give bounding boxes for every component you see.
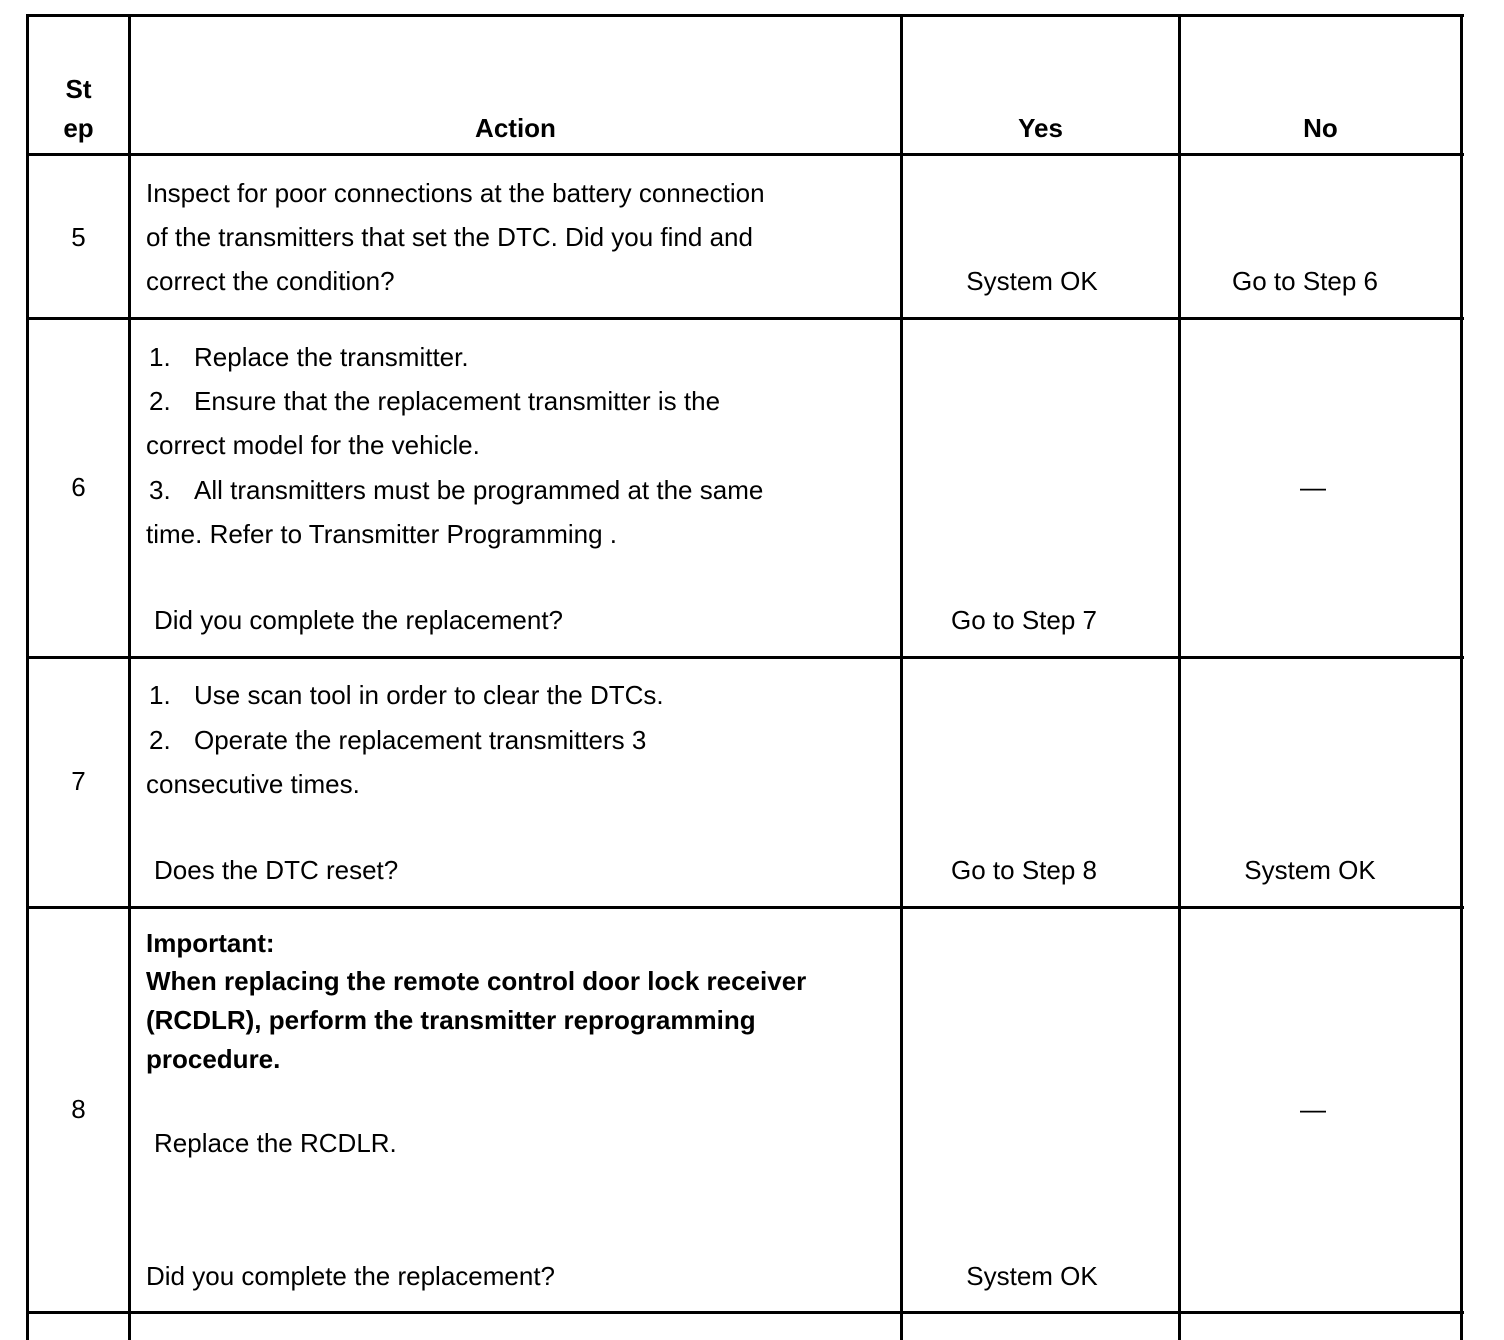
action-text-line: Inspect for poor connections at the battery connection: [146, 178, 765, 208]
column-divider: [900, 14, 903, 1340]
column-divider: [128, 14, 131, 1340]
table-border-left: [26, 14, 29, 1340]
list-item-number: 3.: [149, 475, 171, 505]
question-text: Did you complete the replacement?: [146, 1261, 556, 1291]
important-note-line: When replacing the remote control door lock receiver: [146, 966, 807, 996]
list-item-text: Replace the transmitter.: [194, 342, 469, 372]
list-item-text: All transmitters must be programmed at the same: [194, 475, 764, 505]
yes-result: System OK: [966, 1261, 1098, 1291]
important-label: Important:: [146, 928, 275, 958]
question-text: Does the DTC reset?: [154, 855, 399, 885]
step-number: 6: [71, 472, 86, 502]
list-item-text: Operate the replacement transmitters 3: [194, 725, 647, 755]
header-yes: Yes: [1018, 113, 1063, 143]
no-result: —: [1300, 472, 1326, 502]
header-divider: [26, 153, 1464, 156]
list-item-number: 2.: [149, 725, 171, 755]
list-item-text: Use scan tool in order to clear the DTCs.: [194, 680, 664, 710]
header-step-line1: St: [65, 74, 92, 104]
row-divider: [26, 906, 1464, 909]
list-item-continuation: time. Refer to Transmitter Programming .: [146, 519, 618, 549]
step-number: 8: [71, 1094, 86, 1124]
row-divider: [26, 317, 1464, 320]
list-item-number: 1.: [149, 342, 171, 372]
no-result: Go to Step 6: [1232, 266, 1378, 296]
header-no: No: [1303, 113, 1338, 143]
important-note-line: procedure.: [146, 1044, 281, 1074]
list-item-number: 2.: [149, 386, 171, 416]
instruction-text: Replace the RCDLR.: [154, 1128, 397, 1158]
step-number: 5: [71, 222, 86, 252]
column-divider: [1178, 14, 1181, 1340]
header-action: Action: [475, 113, 556, 143]
no-result: System OK: [1244, 855, 1376, 885]
list-item-text: Ensure that the replacement transmitter is the: [194, 386, 721, 416]
no-result: —: [1300, 1094, 1326, 1124]
list-item-continuation: correct model for the vehicle.: [146, 430, 480, 460]
important-note-line: (RCDLR), perform the transmitter reprogramming: [146, 1005, 756, 1035]
action-text-line: of the transmitters that set the DTC. Did you find and: [146, 222, 753, 252]
list-item-continuation: consecutive times.: [146, 769, 360, 799]
step-number: 7: [71, 766, 86, 796]
yes-result: Go to Step 8: [951, 855, 1097, 885]
list-item-number: 1.: [149, 680, 171, 710]
header-step-line2: ep: [63, 113, 94, 143]
table-border-top: [26, 14, 1464, 17]
row-divider: [26, 656, 1464, 659]
action-text-line: correct the condition?: [146, 266, 395, 296]
yes-result: System OK: [966, 266, 1098, 296]
yes-result: Go to Step 7: [951, 605, 1097, 635]
table-border-right: [1460, 14, 1463, 1340]
question-text: Did you complete the replacement?: [154, 605, 564, 635]
table-border-bottom: [26, 1311, 1464, 1314]
